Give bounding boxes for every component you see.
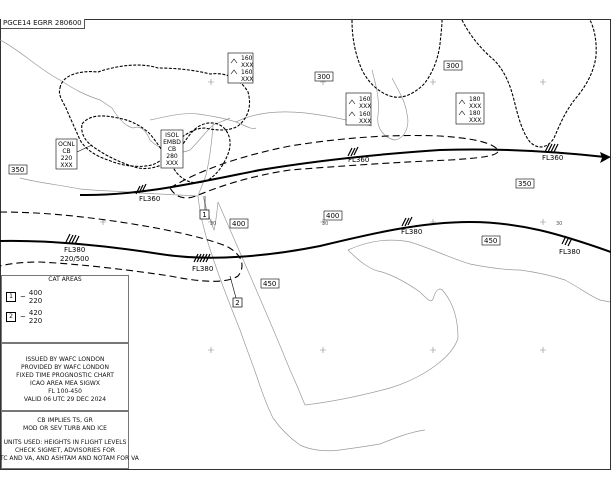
cb-ocnl-line: 220 [60, 155, 73, 162]
tropo-box [315, 72, 333, 81]
turb-base: 160 [359, 111, 371, 118]
issue-line: ISSUED BY WAFC LONDON [25, 356, 105, 363]
cat-legend-base: 220 [28, 317, 43, 325]
issue-line: FIXED TIME PROGNOSTIC CHART [16, 372, 114, 379]
tropo-value: 450 [484, 237, 498, 245]
turb-base-sub: XXX [469, 117, 482, 124]
jet-label: FL380 [192, 265, 214, 273]
cat-legend-top: 400 [28, 289, 43, 297]
turb-wave-icon: ~ [20, 293, 26, 301]
tropo-value: 450 [263, 280, 277, 288]
jet-label: FL360 [348, 156, 370, 164]
cat-legend-values [29, 309, 42, 325]
tropo-value: 300 [446, 62, 460, 70]
tropo-box [230, 219, 248, 228]
jet-label: FL380 [64, 246, 86, 254]
turb-top-sub: XXX [241, 62, 254, 69]
cat-legend-top: 420 [28, 309, 43, 317]
cat-legend-row [6, 289, 42, 305]
cat-legend-values [29, 289, 42, 305]
tropo-box [482, 236, 500, 245]
turb-top: 160 [359, 96, 371, 103]
turb-top: 180 [469, 96, 481, 103]
cb-isol-line: CB [167, 146, 177, 153]
note-line: UNITS USED: HEIGHTS IN FLIGHT LEVELS [3, 439, 127, 446]
tropo-box [9, 165, 27, 174]
issue-line: VALID 06 UTC 29 DEC 2024 [23, 396, 107, 403]
turb-base: 160 [241, 69, 253, 76]
cb-isol-line: ISOL [165, 132, 179, 139]
grid-label: 30 [322, 221, 329, 227]
cb-isol-line: EMBD [163, 139, 181, 146]
tropo-value: 300 [317, 73, 331, 81]
cb-label-isol [161, 130, 183, 168]
turb-top-sub: XXX [359, 103, 372, 110]
turb-box-2 [346, 93, 371, 125]
cat-marker-2: 2 [235, 299, 240, 307]
issue-line: PROVIDED BY WAFC LONDON [20, 364, 109, 371]
grid-label: 30 [556, 221, 563, 227]
tropo-box [324, 211, 342, 220]
turb-wave-icon: ~ [20, 313, 26, 321]
jet-label: FL360 [542, 154, 564, 162]
jet-label: FL380 [559, 248, 581, 256]
turb-base: 180 [469, 110, 481, 117]
turb-base-sub: XXX [241, 76, 254, 83]
issue-line: ICAO AREA MEA SIGWX [30, 380, 100, 387]
cb-label-ocnl [56, 139, 77, 169]
cat-marker-1: 1 [202, 211, 207, 219]
chart-id: PGCE14 EGRR 280600 [1, 19, 85, 29]
note-line: MOD OR SEV TURB AND ICE [23, 425, 107, 432]
cat-legend-base: 220 [28, 297, 43, 305]
note-line: CHECK SIGMET, ADVISORIES FOR [14, 447, 115, 454]
cat-legend-number: 1 [6, 292, 16, 302]
jet-label: FL380 [401, 228, 423, 236]
note-line: TC AND VA, AND ASHTAM AND NOTAM FOR VA [0, 455, 139, 462]
tropo-value: 350 [518, 180, 532, 188]
jet-label: 220/500 [60, 255, 90, 263]
turb-base-sub: XXX [359, 118, 372, 125]
grid-label: 30 [210, 221, 217, 227]
tropo-value: 350 [11, 166, 25, 174]
notes-panel [0, 411, 139, 469]
cb-isol-line: XXX [165, 160, 179, 167]
turb-box-1 [228, 53, 253, 83]
tropo-box [444, 61, 462, 70]
cat-areas-title: CAT AREAS [48, 276, 82, 283]
cb-isol-line: 280 [166, 153, 178, 160]
tropo-value: 400 [232, 220, 246, 228]
turb-top: 160 [241, 55, 253, 62]
issue-info-panel [1, 343, 129, 411]
cat-legend-row [6, 309, 42, 325]
tropo-box [261, 279, 279, 288]
tropo-value: 400 [326, 212, 340, 220]
cb-ocnl-line: XXX [60, 162, 73, 169]
issue-line: FL 100-450 [48, 388, 82, 395]
cb-ocnl-line: OCNL [58, 141, 75, 148]
turb-top-sub: XXX [469, 103, 482, 110]
cb-ocnl-line: CB [62, 148, 71, 155]
jet-label: FL360 [139, 195, 161, 203]
tropo-box [516, 179, 534, 188]
turb-box-3 [456, 93, 484, 124]
note-line: CB IMPLIES TS, GR [37, 417, 93, 424]
cat-areas-legend [1, 275, 129, 343]
cat-legend-number: 2 [6, 312, 16, 322]
